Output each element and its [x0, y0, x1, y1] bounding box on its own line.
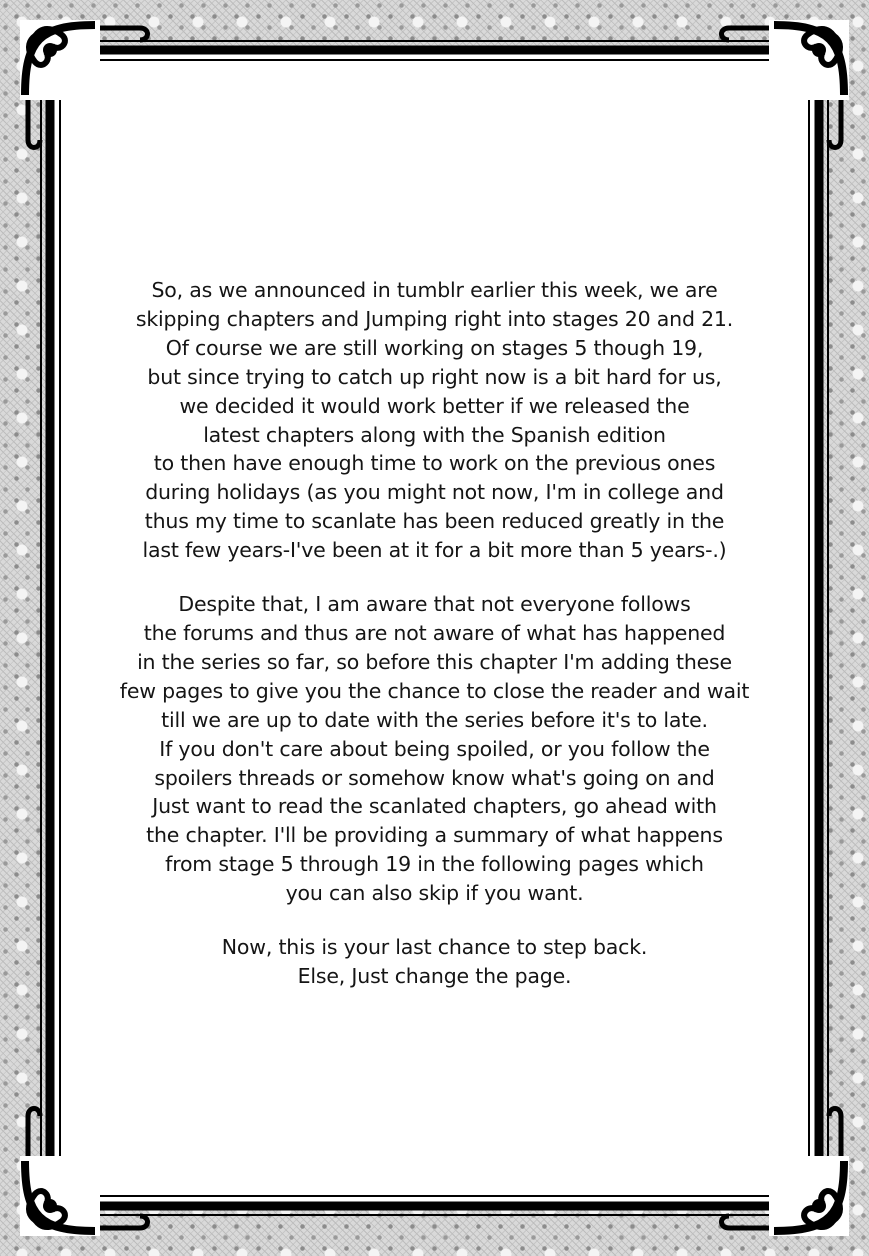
note-line: till we are up to date with the series before it's to late. — [161, 707, 708, 732]
note-line: but since trying to catch up right now is a bit hard for us, — [147, 364, 722, 389]
note-paragraph-2 — [54, 590, 815, 908]
note-line: during holidays (as you might not now, I'm in college and — [145, 480, 724, 505]
scroll-curl-ornament-icon — [722, 1109, 850, 1237]
note-line: from stage 5 through 19 in the following pages which — [165, 852, 704, 877]
note-line: you can also skip if you want. — [285, 881, 584, 906]
note-paragraph-1 — [54, 276, 815, 565]
note-line: skipping chapters and Jumping right into stages 20 and 21. — [135, 306, 734, 331]
note-line: to then have enough time to work on the previous ones — [153, 451, 716, 476]
note-line: latest chapters along with the Spanish edition — [203, 422, 666, 447]
scroll-curl-ornament-icon — [20, 1109, 148, 1237]
note-line: the forums and thus are not aware of what has happened — [143, 620, 726, 645]
scroll-curl-ornament-icon — [20, 20, 148, 148]
note-line: Now, this is your last chance to step back. — [221, 935, 648, 960]
note-line: spoilers threads or somehow know what's going on and — [154, 765, 715, 790]
note-line: If you don't care about being spoiled, or you follow the — [159, 736, 710, 761]
note-line: Else, Just change the page. — [297, 963, 572, 988]
note-line: we decided it would work better if we released the — [179, 393, 690, 418]
translator-note — [54, 276, 815, 1016]
note-line: the chapter. I'll be providing a summary of what happens — [146, 823, 723, 848]
note-line: Of course we are still working on stages 5 though 19, — [165, 335, 704, 360]
note-paragraph-3 — [54, 933, 815, 991]
note-line: few pages to give you the chance to close the reader and wait — [119, 678, 750, 703]
note-line: So, as we announced in tumblr earlier this week, we are — [151, 278, 718, 302]
note-line: Despite that, I am aware that not everyone follows — [178, 592, 691, 617]
note-line: last few years-I've been at it for a bit more than 5 years-.) — [142, 538, 727, 563]
note-line: in the series so far, so before this chapter I'm adding these — [137, 649, 732, 674]
note-line: Just want to read the scanlated chapters, go ahead with — [152, 794, 717, 819]
scroll-curl-ornament-icon — [722, 20, 850, 148]
note-line: thus my time to scanlate has been reduced greatly in the — [144, 509, 725, 534]
